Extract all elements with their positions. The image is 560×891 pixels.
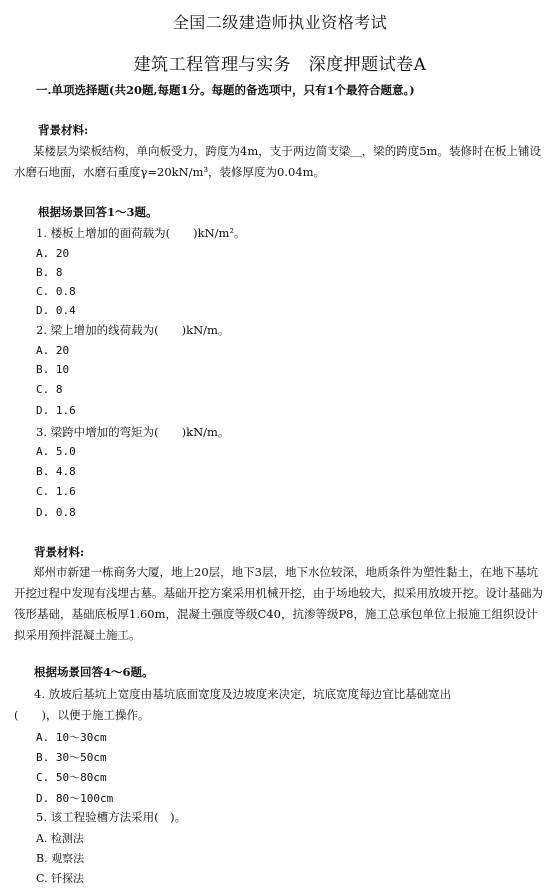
question-5-option-a: A. 检测法 [36, 832, 84, 845]
question-2-option-d: D. 1.6 [36, 404, 76, 417]
question-2-option-b: B. 10 [36, 363, 70, 376]
question-3-option-d: D. 0.8 [36, 506, 76, 519]
exam-title: 全国二级建造师执业资格考试 [172, 13, 388, 32]
question-1-option-b: B. 8 [36, 266, 63, 279]
question-4-option-d: D. 80～100cm [36, 792, 114, 805]
question-3-stem: 3. 梁跨中增加的弯矩为( )kN/m。 [36, 425, 230, 439]
case1-instruction: 根据场景回答1～3题。 [38, 205, 158, 219]
section-heading: 一.单项选择题(共20题,每题1分。每题的备选项中，只有1个最符合题意。) [36, 83, 415, 97]
question-5-option-c: C. 钎探法 [36, 872, 85, 885]
question-4-option-a: A. 10～30cm [36, 731, 107, 744]
question-1-option-a: A. 20 [36, 247, 70, 260]
question-1-option-d: D. 0.4 [36, 304, 76, 317]
question-4-option-c: C. 50～80cm [36, 771, 107, 784]
case2-background-text: 郑州市新建一栋商务大厦，地上20层，地下3层，地下水位较深，地质条件为塑性黏土，在地下基坑开挖过程中发现有浅埋古墓。基础开挖方案采用机械开挖，由于场地较大，拟采用放坡开挖。设计基础为筏形基础，基础底板厚1.60m，混凝土强度等级C40，抗渗等级P8，施工总承包单位上报施工组织设计拟采用预拌混凝土施工。 [14, 565, 543, 642]
case1-background-label: 背景材料: [38, 123, 89, 137]
question-4-stem-line2: ( )，以便于施工操作。 [14, 708, 150, 722]
paper-title: 建筑工程管理与实务 深度押题试卷A [133, 55, 427, 75]
question-2-stem: 2. 梁上增加的线荷载为( )kN/m。 [36, 323, 230, 337]
question-1-option-c: C. 0.8 [36, 285, 76, 298]
question-5-option-b: B. 观察法 [36, 852, 85, 865]
question-3-option-a: A. 5.0 [36, 445, 76, 458]
case1-background-text: 某楼层为梁板结构，单向板受力，跨度为4m，支于两边简支梁＿，梁的跨度5m。装修时在板上铺设水磨石地面，水磨石重度γ=20kN/m³，装修厚度为0.04m。 [14, 144, 541, 179]
question-4-stem-line1: 4. 放坡后基坑上宽度由基坑底面宽度及边坡度来决定，坑底宽度每边宜比基础宽出 [34, 687, 452, 701]
question-2-option-a: A. 20 [36, 344, 70, 357]
question-5-stem: 5. 该工程验槽方法采用( )。 [36, 810, 187, 824]
question-4-option-b: B. 30～50cm [36, 751, 107, 764]
question-3-option-b: B. 4.8 [36, 465, 76, 478]
question-3-option-c: C. 1.6 [36, 485, 76, 498]
question-1-stem: 1. 楼板上增加的面荷载为( )kN/m²。 [36, 226, 246, 240]
question-2-option-c: C. 8 [36, 383, 63, 396]
case2-instruction: 根据场景回答4～6题。 [34, 665, 154, 679]
case2-background-label: 背景材料: [34, 545, 85, 559]
